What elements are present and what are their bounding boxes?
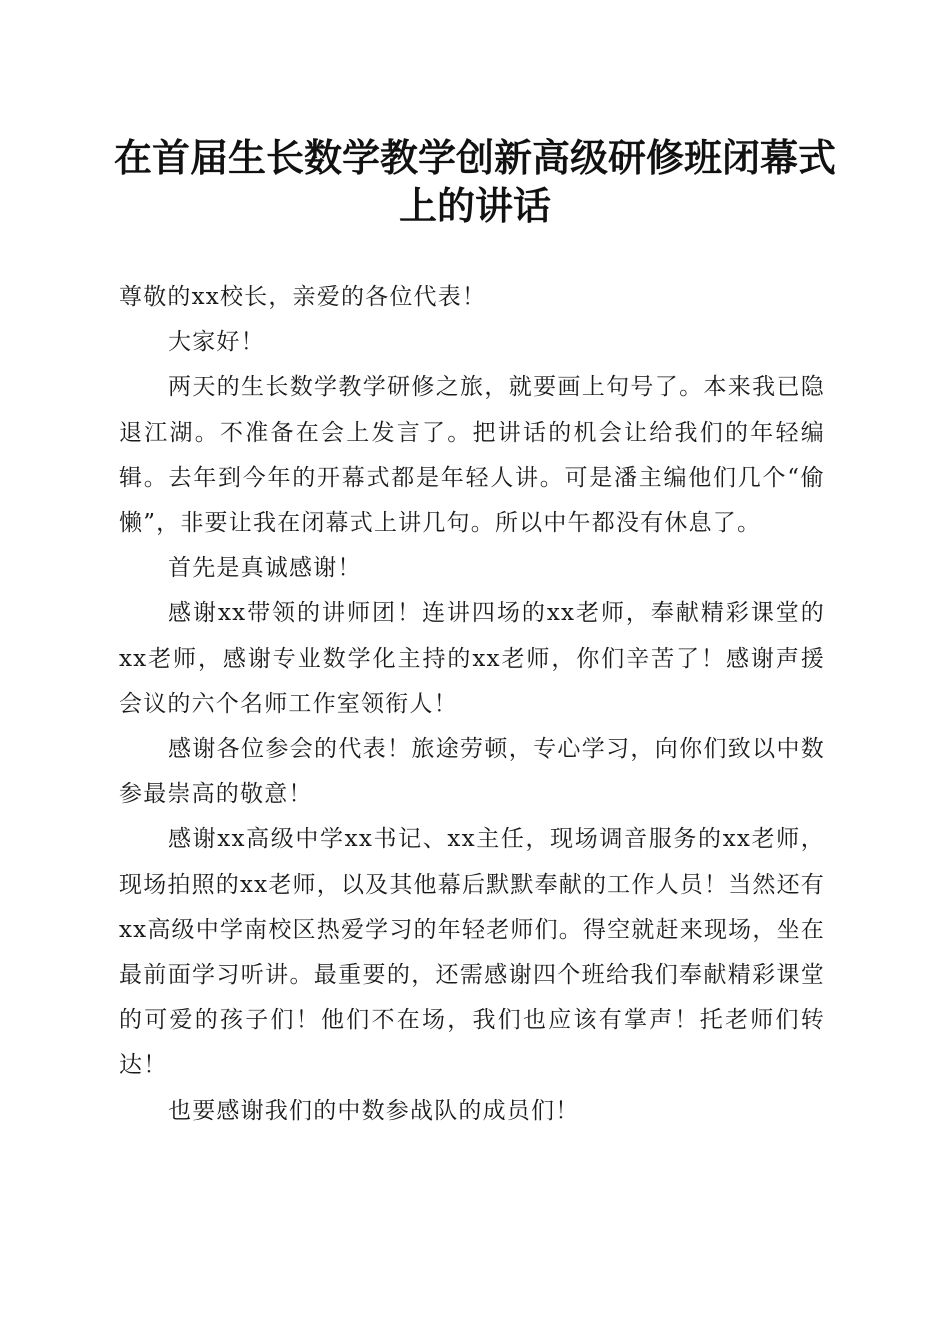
paragraph-thanks-delegates: 感谢各位参会的代表！旅途劳顿，专心学习，向你们致以中数参最崇高的敬意！ [119,736,825,808]
paragraph-thanks-team: 也要感谢我们的中数参战队的成员们！ [168,1097,580,1124]
paragraph-thanks-lecturers: 感谢xx带领的讲师团！连讲四场的xx老师，奉献精彩课堂的xx老师，感谢专业数学化主持的xx老师，你们辛苦了！感谢声援会议的六个名师工作室领衔人！ [119,600,825,717]
document-body [119,275,825,1134]
paragraph-intro: 两天的生长数学教学研修之旅，就要画上句号了。本来我已隐退江湖。不准备在会上发言了。把讲话的机会让给我们的年轻编辑。去年到今年的开幕式都是年轻人讲。可是潘主编他们几个“偷懒”，非要让我在闭幕式上讲几句。所以中午都没有休息了。 [119,374,825,537]
salutation: 尊敬的xx校长，亲爱的各位代表！ [119,284,487,310]
document-title: 在首届生长数学教学创新高级研修班闭幕式上的讲话 [113,135,836,228]
paragraph-thanks-hosts: 感谢xx高级中学xx书记、xx主任，现场调音服务的xx老师，现场拍照的xx老师，以及其他幕后默默奉献的工作人员！当然还有xx高级中学南校区热爱学习的年轻老师们。得空就赶来现场，坐在最前面学习听讲。最重要的，还需感谢四个班给我们奉献精彩课堂的可爱的孩子们！他们不在场，我们也应该有掌声！托老师们转达！ [119,826,825,1079]
paragraph-greeting: 大家好！ [168,329,265,356]
paragraph-thanks-heading: 首先是真诚感谢！ [168,555,362,582]
